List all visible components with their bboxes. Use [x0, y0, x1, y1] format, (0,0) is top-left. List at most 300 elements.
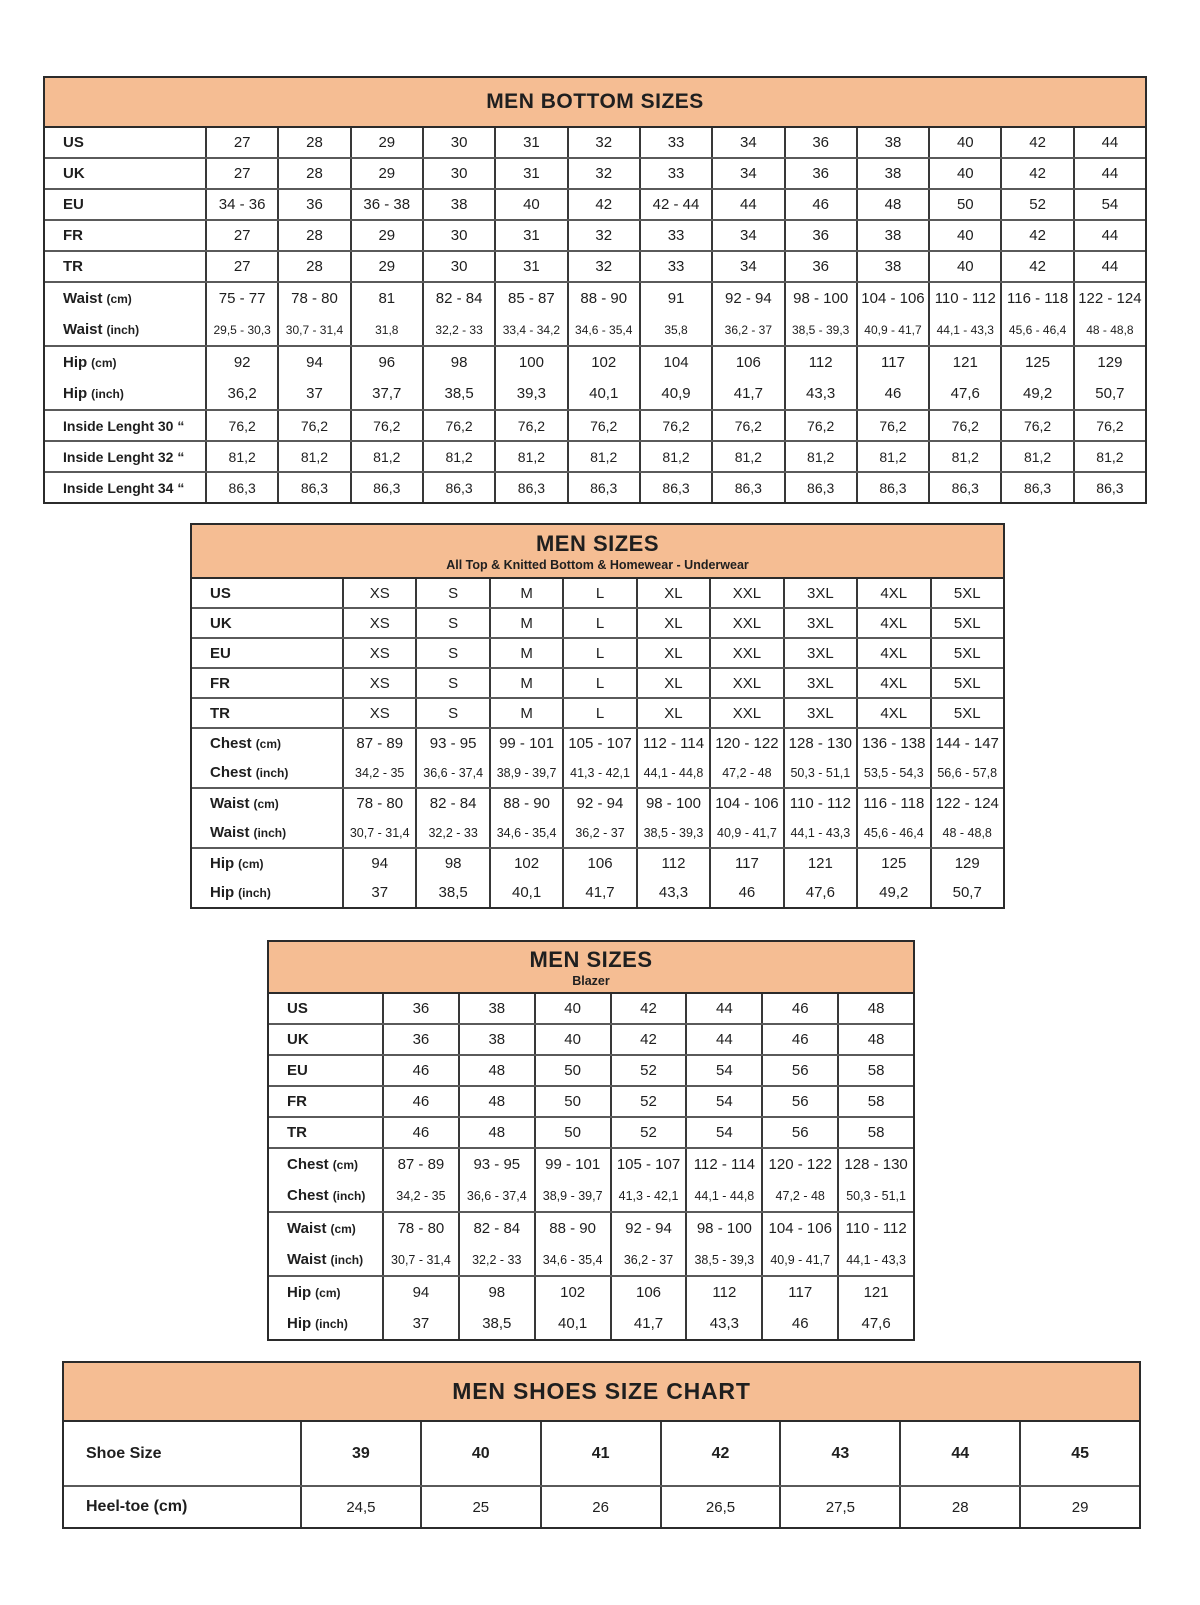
row-label: [269, 1149, 382, 1180]
table-cell: 50: [534, 1056, 610, 1085]
row-label-unit: (inch): [253, 825, 287, 840]
table-body: [64, 1422, 1139, 1527]
row-label-text: Waist: [287, 1220, 327, 1237]
table-cell: 27,5: [779, 1487, 899, 1527]
table-cell: 88 - 90: [534, 1213, 610, 1244]
table-cell: 81,2: [422, 442, 494, 471]
table-body: [269, 994, 913, 1339]
table-cell: XXL: [709, 669, 782, 697]
table-cell: 5XL: [930, 579, 1003, 607]
table-cell: 30: [422, 159, 494, 188]
row-group: [45, 128, 1145, 157]
table-cell: 49,2: [1000, 378, 1072, 409]
table-cell: 40,1: [534, 1308, 610, 1339]
table-header: [192, 525, 1003, 579]
row-label: [45, 283, 205, 314]
table-cell: 112: [685, 1277, 761, 1308]
row-label-unit: (cm): [91, 355, 117, 370]
row-group: [64, 1422, 1139, 1485]
row-label: [64, 1422, 300, 1485]
row-label: [269, 1277, 382, 1308]
table-cell: 48: [458, 1056, 534, 1085]
table-cell: 29: [350, 221, 422, 250]
table-cell: 41: [540, 1422, 660, 1485]
row-group: [192, 667, 1003, 697]
table-cell: 32,2 - 33: [458, 1244, 534, 1275]
table-cell: 48: [458, 1118, 534, 1147]
row-group: [269, 1085, 913, 1116]
table-cell: 125: [856, 849, 929, 878]
table-row-eu: [269, 1056, 913, 1085]
table-cell: L: [562, 639, 635, 667]
table-cell: 33,4 - 34,2: [494, 314, 566, 345]
table-cell: XL: [636, 699, 709, 727]
table-cell: 58: [837, 1056, 913, 1085]
table-cell: 102: [489, 849, 562, 878]
table-cell: 40: [928, 128, 1000, 157]
row-group: [192, 637, 1003, 667]
table-cell: 42: [610, 1025, 686, 1054]
table-cell: 76,2: [422, 411, 494, 440]
table-cell: 128 - 130: [837, 1149, 913, 1180]
table-cell: 56: [761, 1087, 837, 1116]
table-cell: 86,3: [711, 473, 783, 502]
table-cell: 87 - 89: [382, 1149, 458, 1180]
table-cell: 29: [350, 159, 422, 188]
table-cell: 50: [534, 1118, 610, 1147]
row-label-text: Shoe Size: [86, 1444, 162, 1462]
table-cell: XS: [342, 699, 415, 727]
table-cell: 40: [494, 190, 566, 219]
table-cell: 36: [784, 221, 856, 250]
row-label-text: US: [210, 584, 231, 602]
table-cell: S: [415, 609, 488, 637]
table-cell: 48: [856, 190, 928, 219]
table-cell: 81,2: [784, 442, 856, 471]
row-label-unit: (inch): [330, 1252, 364, 1267]
row-label-text: FR: [63, 227, 83, 244]
table-cell: 86,3: [928, 473, 1000, 502]
table-cell: 129: [1073, 347, 1145, 378]
row-label-unit: (inch): [106, 322, 140, 337]
row-label: [45, 378, 205, 409]
row-group: [45, 471, 1145, 502]
table-row-waist-cm: [192, 789, 1003, 818]
row-label: [269, 994, 382, 1023]
table-title: MEN SIZES: [535, 530, 660, 556]
table-cell: S: [415, 669, 488, 697]
row-label-unit: (cm): [332, 1157, 359, 1172]
table-cell: 48 - 48,8: [930, 818, 1003, 847]
table-body: [45, 128, 1145, 502]
table-cell: 102: [534, 1277, 610, 1308]
row-label-text: Hip: [210, 855, 235, 872]
table-cell: 46: [856, 378, 928, 409]
table-cell: 75 - 77: [205, 283, 277, 314]
table-cell: 86,3: [277, 473, 349, 502]
table-cell: 56: [761, 1118, 837, 1147]
table-cell: 30: [422, 252, 494, 281]
row-group: [269, 994, 913, 1023]
table-cell: 86,3: [567, 473, 639, 502]
table-cell: 48: [837, 1025, 913, 1054]
table-cell: 34,6 - 35,4: [534, 1244, 610, 1275]
row-label-unit: (cm): [106, 291, 132, 306]
table-row-waist-cm: [45, 283, 1145, 314]
table-cell: 34,6 - 35,4: [489, 818, 562, 847]
men-shoes-size-table: [62, 1361, 1141, 1529]
table-cell: 81,2: [277, 442, 349, 471]
table-cell: 76,2: [350, 411, 422, 440]
table-row-chest-cm: [192, 729, 1003, 758]
table-cell: 106: [562, 849, 635, 878]
table-cell: 86,3: [856, 473, 928, 502]
row-label-unit: (inch): [315, 1316, 348, 1331]
table-cell: 3XL: [783, 579, 856, 607]
table-cell: XS: [342, 579, 415, 607]
table-cell: 81,2: [711, 442, 783, 471]
table-cell: 48: [837, 994, 913, 1023]
table-cell: 76,2: [856, 411, 928, 440]
table-cell: XXL: [709, 639, 782, 667]
table-row-chest-inch: [192, 758, 1003, 787]
table-cell: 33: [639, 252, 711, 281]
table-cell: 3XL: [783, 699, 856, 727]
row-group: [269, 1116, 913, 1147]
table-cell: 76,2: [1073, 411, 1145, 440]
row-label: [192, 729, 342, 758]
row-label-text: Inside Lenght 32 “: [63, 448, 185, 465]
row-label: [269, 1308, 382, 1339]
table-cell: 81,2: [205, 442, 277, 471]
table-cell: 136 - 138: [856, 729, 929, 758]
row-label-text: Chest: [210, 735, 252, 752]
table-cell: 78 - 80: [277, 283, 349, 314]
table-cell: 52: [610, 1087, 686, 1116]
table-cell: 81,2: [567, 442, 639, 471]
table-cell: 40,9: [639, 378, 711, 409]
table-cell: 112: [636, 849, 709, 878]
row-label: [269, 1180, 382, 1211]
row-label: [192, 818, 342, 847]
table-cell: 110 - 112: [783, 789, 856, 818]
table-cell: 5XL: [930, 639, 1003, 667]
table-cell: 94: [342, 849, 415, 878]
row-label-text: FR: [210, 674, 230, 692]
table-cell: 44: [685, 1025, 761, 1054]
row-label-text: FR: [287, 1093, 307, 1110]
table-cell: 36,2: [205, 378, 277, 409]
row-label: [269, 1213, 382, 1244]
table-cell: 37: [382, 1308, 458, 1339]
table-cell: 33: [639, 159, 711, 188]
table-cell: 52: [610, 1056, 686, 1085]
row-label-text: UK: [210, 614, 232, 632]
table-cell: 36,2 - 37: [711, 314, 783, 345]
row-label: [269, 1025, 382, 1054]
table-cell: 29: [350, 128, 422, 157]
table-cell: 46: [382, 1118, 458, 1147]
table-cell: 41,3 - 42,1: [610, 1180, 686, 1211]
table-cell: 76,2: [494, 411, 566, 440]
table-row-hip-cm: [192, 849, 1003, 878]
table-cell: 32,2 - 33: [422, 314, 494, 345]
row-label: [192, 789, 342, 818]
table-cell: 52: [610, 1118, 686, 1147]
table-header: [64, 1363, 1139, 1422]
row-label-text: Heel-toe (cm): [86, 1498, 188, 1515]
table-cell: 76,2: [928, 411, 1000, 440]
table-cell: XS: [342, 669, 415, 697]
table-cell: 86,3: [1073, 473, 1145, 502]
table-cell: XL: [636, 639, 709, 667]
table-cell: 4XL: [856, 669, 929, 697]
table-cell: 117: [761, 1277, 837, 1308]
table-cell: 36: [784, 252, 856, 281]
table-cell: 81,2: [1073, 442, 1145, 471]
table-cell: 54: [685, 1056, 761, 1085]
table-cell: 44,1 - 44,8: [636, 758, 709, 787]
table-cell: 93 - 95: [458, 1149, 534, 1180]
row-label-unit: (cm): [255, 736, 282, 751]
row-label-unit: (inch): [238, 885, 271, 900]
table-cell: 3XL: [783, 669, 856, 697]
table-cell: 40,9 - 41,7: [709, 818, 782, 847]
table-cell: 47,2 - 48: [761, 1180, 837, 1211]
row-label-text: UK: [63, 165, 85, 182]
table-cell: 38,5: [458, 1308, 534, 1339]
table-cell: 26: [540, 1487, 660, 1527]
table-cell: 42: [1000, 252, 1072, 281]
row-label-unit: (inch): [255, 765, 289, 780]
row-label: [45, 190, 205, 219]
table-row-uk: [45, 159, 1145, 188]
table-cell: 28: [899, 1487, 1019, 1527]
row-group: [269, 1023, 913, 1054]
table-cell: 39: [300, 1422, 420, 1485]
row-label: [192, 669, 342, 697]
table-title: MEN SIZES: [529, 946, 653, 972]
table-cell: 112 - 114: [685, 1149, 761, 1180]
table-cell: 38,5: [422, 378, 494, 409]
table-cell: 32: [567, 128, 639, 157]
table-cell: 81,2: [856, 442, 928, 471]
table-subtitle: Blazer: [572, 973, 610, 988]
table-cell: 34: [711, 159, 783, 188]
row-label-text: Chest: [210, 764, 252, 781]
table-cell: 44: [899, 1422, 1019, 1485]
table-cell: 86,3: [422, 473, 494, 502]
table-cell: 46: [709, 878, 782, 907]
table-cell: 38: [856, 252, 928, 281]
table-cell: 76,2: [639, 411, 711, 440]
table-cell: 44: [711, 190, 783, 219]
table-cell: 98: [422, 347, 494, 378]
table-cell: 32: [567, 221, 639, 250]
table-cell: 98 - 100: [685, 1213, 761, 1244]
table-row-tr: [192, 699, 1003, 727]
table-row-tr: [45, 252, 1145, 281]
table-cell: 50,3 - 51,1: [837, 1180, 913, 1211]
table-cell: 105 - 107: [610, 1149, 686, 1180]
table-cell: 54: [685, 1118, 761, 1147]
table-row-fr: [192, 669, 1003, 697]
table-cell: 44,1 - 44,8: [685, 1180, 761, 1211]
table-cell: 104 - 106: [761, 1213, 837, 1244]
table-cell: 27: [205, 128, 277, 157]
table-cell: 48 - 48,8: [1073, 314, 1145, 345]
table-row-tr: [269, 1118, 913, 1147]
table-row-chest-inch: [269, 1180, 913, 1211]
table-cell: 36,2 - 37: [610, 1244, 686, 1275]
row-label-text: US: [63, 134, 84, 151]
table-cell: 4XL: [856, 609, 929, 637]
row-label-text: US: [287, 1000, 308, 1017]
row-label-text: Waist: [63, 321, 103, 338]
table-cell: 85 - 87: [494, 283, 566, 314]
table-cell: 81,2: [639, 442, 711, 471]
table-cell: 42 - 44: [639, 190, 711, 219]
table-cell: 32: [567, 159, 639, 188]
table-cell: 27: [205, 252, 277, 281]
table-cell: 99 - 101: [534, 1149, 610, 1180]
table-cell: 37: [342, 878, 415, 907]
table-cell: 58: [837, 1087, 913, 1116]
table-cell: 30,7 - 31,4: [277, 314, 349, 345]
table-row-waist-inch: [45, 314, 1145, 345]
table-cell: M: [489, 579, 562, 607]
table-cell: 76,2: [711, 411, 783, 440]
table-cell: 50,7: [930, 878, 1003, 907]
table-cell: 37: [277, 378, 349, 409]
table-cell: 31: [494, 159, 566, 188]
table-cell: M: [489, 699, 562, 727]
table-cell: 4XL: [856, 639, 929, 667]
table-cell: 42: [1000, 159, 1072, 188]
table-cell: 41,7: [610, 1308, 686, 1339]
table-cell: 36: [784, 128, 856, 157]
table-cell: 120 - 122: [761, 1149, 837, 1180]
table-cell: 76,2: [205, 411, 277, 440]
row-label-text: UK: [287, 1031, 309, 1048]
table-cell: 42: [1000, 221, 1072, 250]
table-cell: 36,2 - 37: [562, 818, 635, 847]
table-cell: 32: [567, 252, 639, 281]
table-cell: 99 - 101: [489, 729, 562, 758]
table-cell: 5XL: [930, 669, 1003, 697]
table-cell: 29: [1019, 1487, 1139, 1527]
table-cell: 40,1: [489, 878, 562, 907]
row-label-text: Hip: [287, 1284, 312, 1301]
table-cell: 39,3: [494, 378, 566, 409]
row-label-unit: (cm): [330, 1221, 356, 1236]
table-cell: XXL: [709, 579, 782, 607]
table-cell: 76,2: [277, 411, 349, 440]
table-cell: 125: [1000, 347, 1072, 378]
row-group: [192, 607, 1003, 637]
table-cell: 28: [277, 159, 349, 188]
table-row-us: [192, 579, 1003, 607]
table-cell: 33: [639, 128, 711, 157]
table-cell: 92 - 94: [562, 789, 635, 818]
table-cell: 44: [1073, 252, 1145, 281]
table-cell: 36: [784, 159, 856, 188]
row-label: [45, 159, 205, 188]
row-group: [269, 1054, 913, 1085]
row-label: [45, 252, 205, 281]
men-blazer-sizes-table: [267, 940, 915, 1341]
table-row-inside-lenght-34: [45, 473, 1145, 502]
table-cell: 44: [1073, 128, 1145, 157]
table-cell: 100: [494, 347, 566, 378]
row-group: [45, 281, 1145, 345]
table-cell: 144 - 147: [930, 729, 1003, 758]
table-cell: 98: [415, 849, 488, 878]
table-cell: 38,5 - 39,3: [685, 1244, 761, 1275]
table-cell: 110 - 112: [928, 283, 1000, 314]
row-label: [192, 639, 342, 667]
table-cell: 54: [1073, 190, 1145, 219]
table-cell: 46: [761, 1308, 837, 1339]
table-cell: 30: [422, 128, 494, 157]
table-cell: 40,9 - 41,7: [761, 1244, 837, 1275]
table-cell: 4XL: [856, 699, 929, 727]
row-label: [192, 878, 342, 907]
table-cell: 38: [458, 1025, 534, 1054]
table-cell: 82 - 84: [458, 1213, 534, 1244]
table-cell: 34: [711, 252, 783, 281]
table-cell: 29,5 - 30,3: [205, 314, 277, 345]
table-cell: 44: [1073, 221, 1145, 250]
table-row-shoe-size: [64, 1422, 1139, 1485]
table-cell: 81,2: [494, 442, 566, 471]
row-label: [192, 609, 342, 637]
table-cell: 44: [685, 994, 761, 1023]
row-label-text: EU: [210, 644, 231, 662]
table-cell: 56,6 - 57,8: [930, 758, 1003, 787]
row-label: [192, 758, 342, 787]
table-cell: 42: [567, 190, 639, 219]
table-cell: 28: [277, 252, 349, 281]
table-cell: 27: [205, 221, 277, 250]
table-cell: 86,3: [205, 473, 277, 502]
table-cell: 40: [928, 252, 1000, 281]
table-cell: XXL: [709, 609, 782, 637]
table-cell: XS: [342, 639, 415, 667]
table-cell: 25: [420, 1487, 540, 1527]
table-cell: 112 - 114: [636, 729, 709, 758]
table-cell: 104 - 106: [709, 789, 782, 818]
table-cell: 3XL: [783, 609, 856, 637]
table-cell: 24,5: [300, 1487, 420, 1527]
table-cell: 86,3: [350, 473, 422, 502]
row-label-text: TR: [210, 704, 230, 722]
table-cell: 38,5: [415, 878, 488, 907]
table-cell: 42: [610, 994, 686, 1023]
table-row-eu: [45, 190, 1145, 219]
row-label-unit: (inch): [332, 1188, 366, 1203]
table-cell: 47,2 - 48: [709, 758, 782, 787]
row-group: [192, 579, 1003, 607]
row-label: [45, 221, 205, 250]
row-label: [45, 347, 205, 378]
row-group: [45, 250, 1145, 281]
table-cell: 104: [639, 347, 711, 378]
table-cell: S: [415, 579, 488, 607]
table-cell: 117: [709, 849, 782, 878]
table-cell: 47,6: [783, 878, 856, 907]
table-cell: 33: [639, 221, 711, 250]
